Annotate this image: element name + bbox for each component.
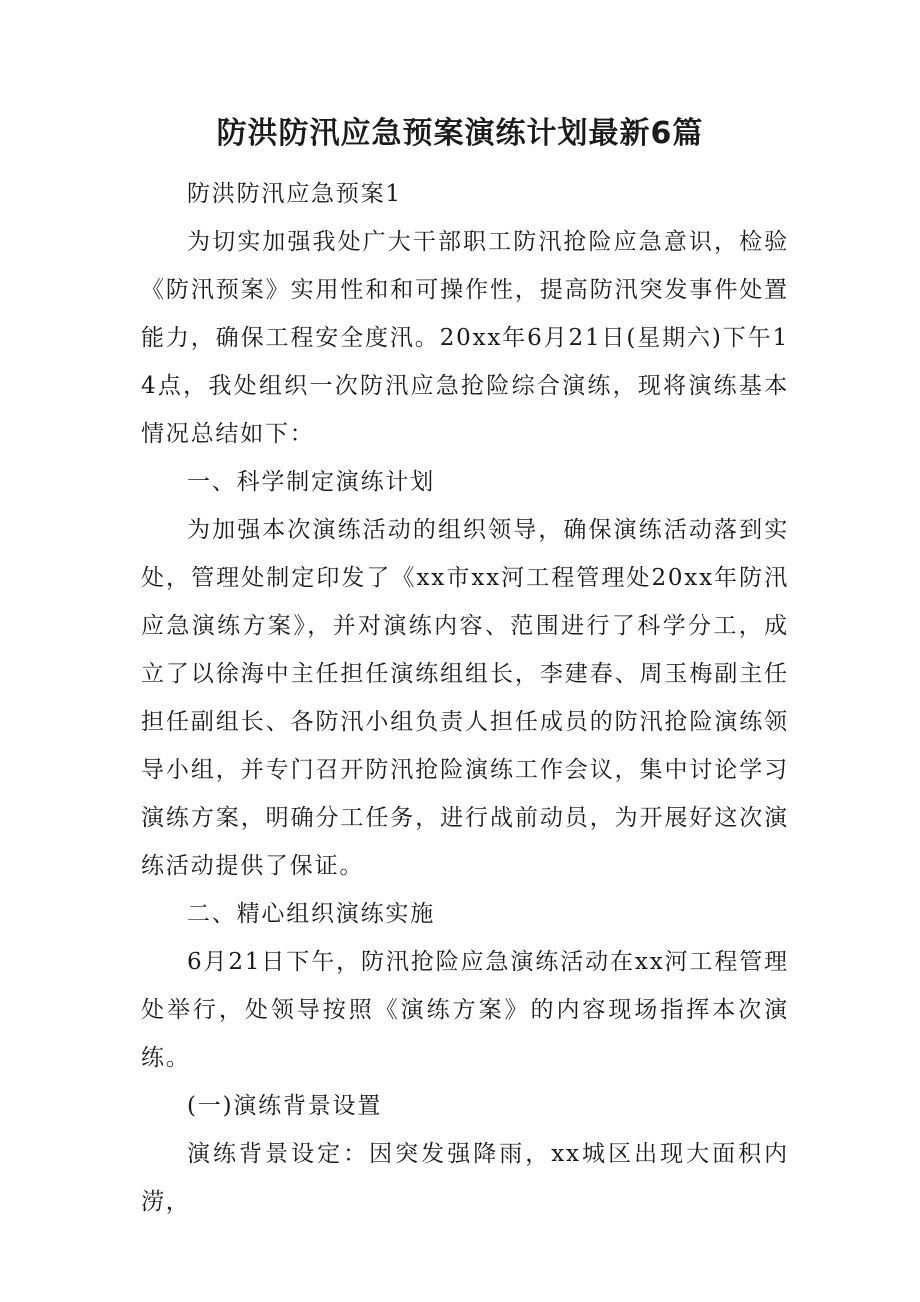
section-heading-plan-1: 防洪防汛应急预案1	[187, 181, 402, 207]
paragraph-background: 演练背景设定：因突发强降雨，xx城区出现大面积内涝，	[141, 1141, 789, 1215]
subsection-heading-background: (一)演练背景设置	[187, 1093, 383, 1119]
paragraph-intro: 为切实加强我处广大干部职工防汛抢险应急意识，检验《防汛预案》实用性和和可操作性，提高防汛突发事件处置能力，确保工程安全度汛。20xx年6月21日(星期六)下午14点，我处组织一次防汛应急抢险综合演练，现将演练基本情况总结如下：	[141, 229, 789, 447]
paragraph-plan: 为加强本次演练活动的组织领导，确保演练活动落到实处，管理处制定印发了《xx市xx河工程管理处20xx年防汛应急演练方案》，并对演练内容、范围进行了科学分工，成立了以徐海中主任担任演练组组长，李建春、周玉梅副主任担任副组长、各防汛小组负责人担任成员的防汛抢险演练领导小组，并专门召开防汛抢险演练工作会议，集中讨论学习演练方案，明确分工任务，进行战前动员，为开展好这次演练活动提供了保证。	[141, 517, 789, 879]
section-heading-2: 二、精心组织演练实施	[187, 901, 435, 927]
section-heading-1: 一、科学制定演练计划	[187, 469, 435, 495]
paragraph-implementation: 6月21日下午，防汛抢险应急演练活动在xx河工程管理处举行，处领导按照《演练方案》的内容现场指挥本次演练。	[141, 949, 789, 1071]
document-title: 防洪防汛应急预案演练计划最新6篇	[216, 116, 704, 151]
document-body	[141, 170, 789, 1226]
